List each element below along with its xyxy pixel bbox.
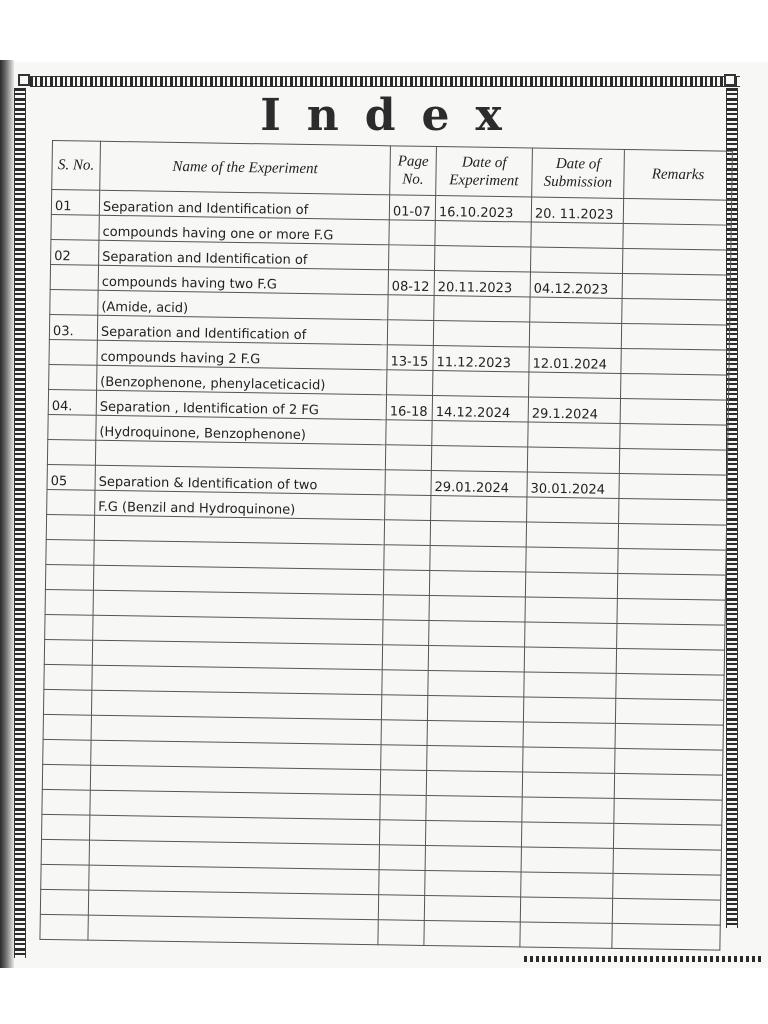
cell-empty — [521, 872, 613, 898]
cell-empty — [381, 745, 427, 771]
cell-empty — [41, 839, 89, 865]
cell-empty — [379, 870, 425, 896]
cell-sno: 04. — [48, 389, 96, 415]
cell-empty — [612, 898, 720, 925]
cell-empty — [425, 870, 521, 897]
cell-empty — [382, 670, 428, 696]
cell-sno: 03. — [49, 314, 97, 340]
cell-date-submission: 20. 11.2023 — [531, 197, 623, 223]
cell-empty — [428, 645, 524, 672]
page-shadow — [0, 60, 14, 968]
cell-empty — [425, 845, 521, 872]
cell-empty — [613, 848, 721, 875]
cell-date-experiment — [433, 371, 529, 398]
cell-remarks — [623, 198, 731, 225]
table-body — [40, 190, 732, 951]
cell-empty — [42, 789, 90, 815]
cell-empty — [525, 572, 617, 598]
cell-empty — [522, 772, 614, 798]
cell-empty — [614, 798, 722, 825]
cell-empty — [41, 864, 89, 890]
cell-empty — [426, 770, 522, 797]
cell-date-experiment: 11.12.2023 — [433, 346, 529, 373]
column-header-page: Page No. — [390, 146, 437, 196]
cell-name: Separation , Identification of 2 FG — [96, 390, 386, 420]
cell-date-experiment — [434, 296, 530, 323]
border-corner-icon — [18, 74, 30, 86]
cell-page — [387, 320, 433, 346]
cell-name: (Benzophenone, phenylaceticacid) — [97, 365, 387, 395]
cell-empty — [523, 747, 615, 773]
cell-name: Separation and Identification of — [99, 190, 389, 220]
cell-empty — [615, 748, 723, 775]
cell-empty — [43, 739, 91, 765]
decorative-border-top — [30, 76, 740, 87]
cell-empty — [426, 795, 522, 822]
cell-date-experiment: 14.12.2024 — [432, 396, 528, 423]
cell-date-experiment: 20.11.2023 — [434, 271, 530, 298]
cell-empty — [384, 545, 430, 571]
cell-empty — [617, 573, 725, 600]
cell-empty — [523, 697, 615, 723]
cell-empty — [40, 914, 88, 940]
cell-empty — [526, 547, 618, 573]
cell-empty — [613, 823, 721, 850]
cell-name: compounds having two F.G — [98, 265, 388, 295]
cell-empty — [427, 745, 523, 772]
column-header-sno: S. No. — [52, 141, 101, 191]
cell-empty — [382, 645, 428, 671]
cell-page: 16-18 — [386, 395, 432, 421]
cell-date-submission — [530, 297, 622, 323]
cell-page — [385, 495, 431, 521]
cell-empty — [616, 673, 724, 700]
cell-empty — [381, 695, 427, 721]
cell-date-experiment — [433, 321, 529, 348]
cell-empty — [44, 664, 92, 690]
cell-sno — [49, 339, 97, 365]
cell-sno: 05 — [47, 464, 95, 490]
cell-empty — [613, 873, 721, 900]
cell-name: (Amide, acid) — [98, 290, 388, 320]
cell-remarks — [619, 473, 727, 500]
cell-empty — [44, 639, 92, 665]
border-corner-icon — [724, 74, 736, 86]
cell-date-submission — [528, 422, 620, 448]
cell-name: compounds having 2 F.G — [97, 340, 387, 370]
cell-sno: 01 — [51, 190, 99, 216]
cell-empty — [615, 723, 723, 750]
cell-empty — [425, 820, 521, 847]
cell-remarks — [619, 448, 727, 475]
cell-sno: 02 — [51, 239, 99, 265]
cell-remarks — [619, 498, 727, 525]
cell-empty — [43, 714, 91, 740]
cell-page: 08-12 — [388, 270, 434, 296]
column-header-name: Name of the Experiment — [100, 141, 391, 195]
cell-sno — [50, 289, 98, 315]
cell-date-submission — [529, 322, 621, 348]
cell-empty — [521, 822, 613, 848]
cell-date-submission: 04.12.2023 — [530, 272, 622, 298]
cell-date-submission: 12.01.2024 — [529, 347, 621, 373]
cell-empty — [383, 595, 429, 621]
cell-remarks — [621, 323, 729, 350]
decorative-border-bottom — [524, 956, 764, 962]
cell-empty — [617, 598, 725, 625]
cell-sno — [48, 414, 96, 440]
photo-background-top — [0, 0, 768, 62]
cell-empty — [46, 514, 94, 540]
cell-empty — [424, 920, 520, 947]
cell-date-submission: 30.01.2024 — [527, 472, 619, 498]
cell-empty — [612, 923, 720, 950]
cell-empty — [381, 720, 427, 746]
index-table — [39, 140, 732, 951]
cell-empty — [428, 670, 524, 697]
cell-remarks — [622, 273, 730, 300]
cell-name: (Hydroquinone, Benzophenone) — [96, 415, 386, 445]
cell-remarks — [620, 398, 728, 425]
cell-name: F.G (Benzil and Hydroquinone) — [95, 490, 385, 520]
cell-date-experiment — [435, 221, 531, 248]
cell-empty — [378, 895, 424, 921]
cell-empty — [379, 820, 425, 846]
cell-page — [389, 220, 435, 246]
cell-sno — [51, 214, 99, 240]
cell-empty — [429, 570, 525, 597]
cell-empty — [45, 614, 93, 640]
cell-empty — [46, 539, 94, 565]
cell-page — [388, 295, 434, 321]
cell-date-submission — [530, 247, 622, 273]
cell-empty — [526, 522, 618, 548]
cell-name: Separation and Identification of — [97, 315, 387, 345]
cell-empty — [42, 764, 90, 790]
cell-sno — [47, 439, 95, 465]
cell-empty — [45, 564, 93, 590]
cell-page: 01-07 — [389, 195, 435, 221]
cell-empty — [380, 795, 426, 821]
cell-empty — [430, 520, 526, 547]
cell-page — [385, 445, 431, 471]
cell-empty — [430, 545, 526, 572]
cell-empty — [525, 597, 617, 623]
cell-empty — [614, 773, 722, 800]
cell-empty — [427, 695, 523, 722]
cell-empty — [618, 548, 726, 575]
cell-date-submission — [529, 372, 621, 398]
cell-remarks — [620, 423, 728, 450]
cell-sno — [49, 364, 97, 390]
cell-date-experiment — [434, 246, 530, 273]
cell-empty — [42, 814, 90, 840]
cell-empty — [380, 770, 426, 796]
cell-remarks — [621, 348, 729, 375]
cell-empty — [525, 622, 617, 648]
cell-empty — [40, 889, 88, 915]
cell-date-experiment: 16.10.2023 — [435, 196, 531, 223]
cell-empty — [88, 915, 378, 945]
cell-name: Separation and Identification of — [99, 240, 389, 270]
cell-page — [385, 470, 431, 496]
cell-empty — [524, 647, 616, 673]
cell-remarks — [622, 298, 730, 325]
cell-empty — [523, 722, 615, 748]
cell-date-experiment: 29.01.2024 — [431, 470, 527, 497]
page-title: Index — [260, 90, 528, 141]
cell-empty — [379, 845, 425, 871]
cell-page — [386, 420, 432, 446]
cell-date-submission: 29.1.2024 — [528, 397, 620, 423]
cell-empty — [522, 797, 614, 823]
cell-empty — [383, 570, 429, 596]
cell-empty — [616, 648, 724, 675]
cell-empty — [520, 922, 612, 948]
decorative-border-left — [14, 88, 26, 958]
cell-empty — [45, 589, 93, 615]
column-header-remarks: Remarks — [624, 149, 733, 200]
cell-empty — [43, 689, 91, 715]
cell-empty — [521, 847, 613, 873]
cell-sno — [47, 489, 95, 515]
cell-date-experiment — [432, 421, 528, 448]
cell-date-submission — [527, 497, 619, 523]
cell-name: compounds having one or more F.G — [99, 215, 389, 245]
cell-date-submission — [531, 222, 623, 248]
cell-empty — [427, 720, 523, 747]
cell-empty — [424, 895, 520, 922]
cell-date-experiment — [431, 446, 527, 473]
photo-background-bottom — [0, 968, 768, 1024]
cell-name: Separation & Identification of two — [95, 465, 385, 495]
cell-empty — [618, 523, 726, 550]
cell-page — [387, 370, 433, 396]
cell-empty — [615, 698, 723, 725]
column-header-date-submission: Date of Submission — [532, 148, 625, 198]
cell-sno — [50, 264, 98, 290]
cell-empty — [617, 623, 725, 650]
cell-empty — [429, 595, 525, 622]
cell-empty — [524, 672, 616, 698]
cell-empty — [383, 620, 429, 646]
cell-empty — [520, 897, 612, 923]
cell-date-submission — [527, 447, 619, 473]
cell-empty — [429, 620, 525, 647]
cell-remarks — [622, 248, 730, 275]
cell-remarks — [621, 373, 729, 400]
cell-page — [389, 245, 435, 271]
notebook-page — [14, 62, 768, 968]
cell-empty — [384, 520, 430, 546]
cell-date-experiment — [431, 495, 527, 522]
column-header-date-experiment: Date of Experiment — [436, 147, 533, 198]
cell-empty — [378, 920, 424, 946]
cell-remarks — [623, 223, 731, 250]
cell-page: 13-15 — [387, 345, 433, 371]
